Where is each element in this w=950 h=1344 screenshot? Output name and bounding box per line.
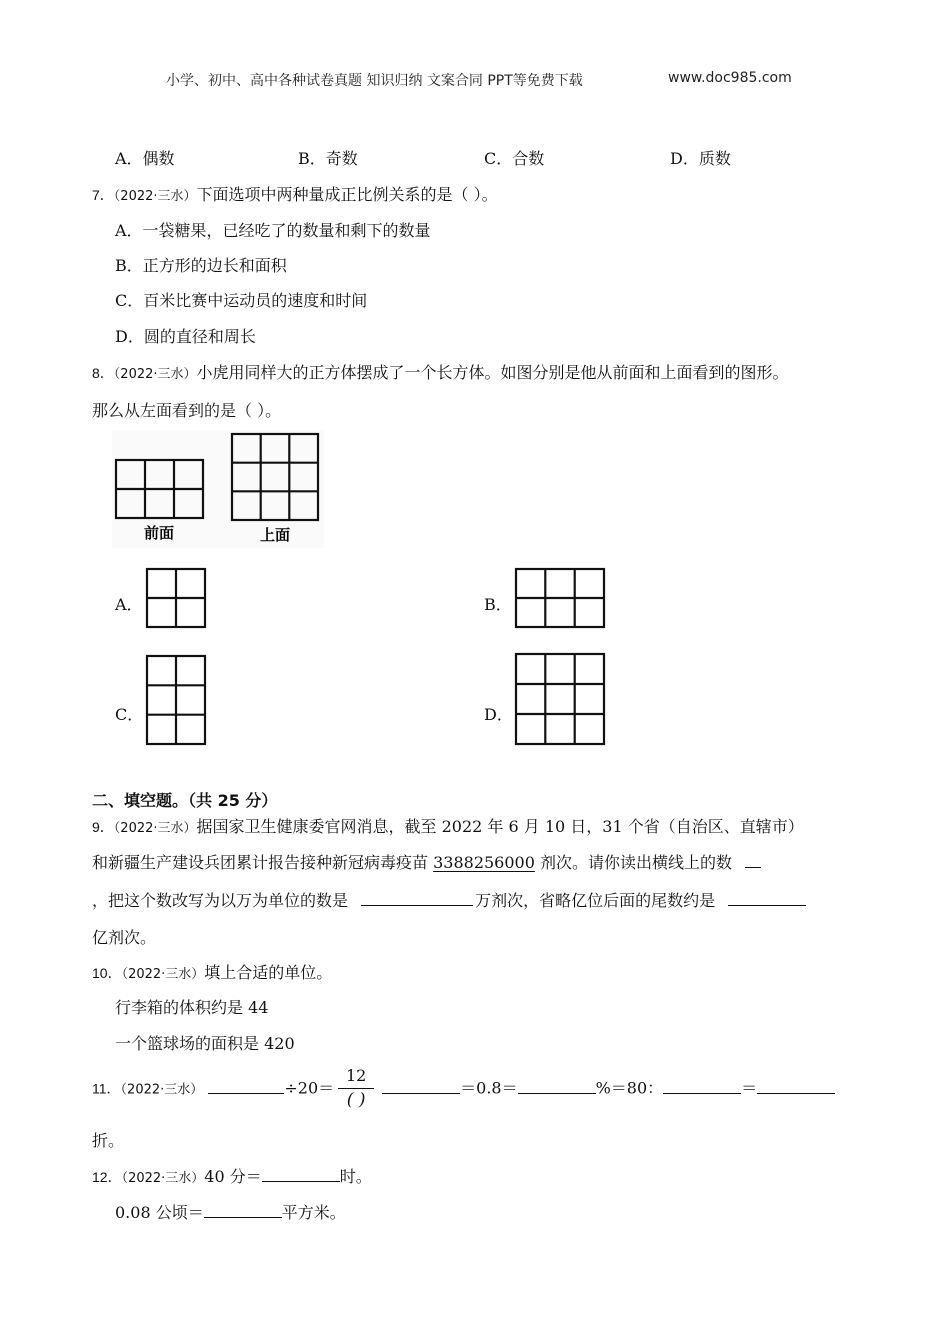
q11-blank-1[interactable]	[208, 1077, 284, 1094]
q8-text: 小虎用同样大的正方体摆成了一个长方体。如图分别是他从前面和上面看到的图形。	[196, 363, 789, 382]
front-view-label: 前面	[144, 524, 175, 542]
q12-blank-2[interactable]	[204, 1201, 282, 1218]
q6-option-d: D．质数	[670, 149, 731, 168]
q6-option-a: A．偶数	[115, 149, 175, 168]
q8-text2: 那么从左面看到的是（ ）。	[92, 401, 282, 420]
q7-line	[92, 182, 498, 205]
q12-text-pre: 40 分＝	[204, 1167, 262, 1186]
q9-text2-pre: 和新疆生产建设兵团累计报告接种新冠病毒疫苗	[92, 853, 434, 872]
q8-option-c-label: C．	[115, 705, 144, 724]
q9-underlined-number: 3388256000	[433, 853, 535, 872]
q12-blank-1[interactable]	[262, 1165, 340, 1182]
q11-eq3: ＝	[741, 1078, 758, 1098]
q9-blank-wan[interactable]	[361, 889, 473, 906]
header-text: 小学、初中、高中各种试卷真题 知识归纳 文案合同 PPT等免费下载	[166, 73, 583, 89]
q11-blank-3[interactable]	[518, 1077, 596, 1094]
q11-blank-5[interactable]	[757, 1077, 835, 1094]
q12-line2-post: 平方米。	[281, 1203, 346, 1222]
q11-blank-4[interactable]	[663, 1077, 741, 1094]
q11-pct: %＝80：	[595, 1078, 664, 1098]
q11-tail: 折。	[92, 1131, 125, 1150]
q11-eq2: ＝0.8＝	[460, 1078, 518, 1098]
q8-views-figure	[112, 430, 324, 548]
q7-option-a: A．一袋糖果，已经吃了的数量和剩下的数量	[115, 221, 431, 240]
q8-option-b-label: B．	[484, 595, 512, 614]
top-view-label: 上面	[260, 526, 291, 544]
q7-source: （2022·三水）	[113, 189, 197, 204]
q7-option-b: B．正方形的边长和面积	[115, 256, 287, 275]
q12-line2	[115, 1200, 346, 1223]
q9-line2	[92, 850, 761, 873]
q9-source: （2022·三水）	[113, 821, 197, 836]
q9-text1: 据国家卫生健康委官网消息，截至 2022 年 6 月 10 日，31 个省（自治区、直辖市）	[196, 817, 804, 836]
q8-option-d-label: D．	[484, 705, 513, 724]
q8-number: 8．	[92, 365, 114, 381]
q12-line2-pre: 0.08 公顷＝	[115, 1203, 204, 1222]
q9-number: 9．	[92, 819, 114, 835]
q9-text3-mid: 万剂次，省略亿位后面的尾数约是	[475, 891, 716, 910]
q10-source: （2022·三水）	[121, 967, 205, 982]
q9-text3-pre: ，把这个数改写为以万为单位的数是	[92, 891, 349, 910]
q12-number: 12．	[92, 1169, 122, 1185]
q9-blank-read[interactable]	[745, 851, 761, 868]
q11-fraction	[334, 1066, 378, 1112]
q11-frac-bar	[338, 1088, 374, 1089]
section-title: 二、填空题。（共 25 分）	[92, 791, 278, 810]
q6-option-c: C．合数	[484, 149, 545, 168]
q12-source: （2022·三水）	[121, 1171, 205, 1186]
q8-option-a-label: A．	[115, 595, 143, 614]
q8-option-a-figure[interactable]	[144, 566, 208, 630]
q6-option-b: B．奇数	[298, 149, 358, 168]
q9-line3	[92, 888, 806, 911]
q10-item-2: 一个篮球场的面积是 420	[115, 1034, 295, 1053]
q8-option-b-figure[interactable]	[513, 566, 607, 630]
q11-frac-numerator: 12	[345, 1066, 367, 1085]
q9-text4: 亿剂次。	[92, 928, 157, 947]
q11-source: （2022·三水）	[120, 1082, 204, 1098]
q11-number: 11．	[92, 1080, 121, 1097]
q7-option-c: C．百米比赛中运动员的速度和时间	[115, 291, 368, 310]
q9-line1	[92, 814, 804, 837]
q10-item-1: 行李箱的体积约是 44	[115, 998, 269, 1017]
q9-blank-yi[interactable]	[728, 889, 806, 906]
q10-text: 填上合适的单位。	[204, 963, 333, 982]
header-url[interactable]: www.doc985.com	[668, 70, 792, 86]
q12-text-post: 时。	[339, 1167, 372, 1186]
q12-line1	[92, 1164, 372, 1187]
q7-number: 7．	[92, 187, 114, 203]
q10-line	[92, 960, 332, 983]
q7-text: 下面选项中两种量成正比例关系的是（ ）。	[196, 185, 498, 204]
q11-frac-denominator: ( )	[346, 1090, 366, 1110]
q8-line	[92, 360, 789, 383]
q8-option-c-figure[interactable]	[144, 653, 208, 747]
q8-source: （2022·三水）	[113, 367, 197, 382]
q8-option-d-figure[interactable]	[513, 651, 607, 747]
q7-option-d: D．圆的直径和周长	[115, 327, 256, 346]
q10-number: 10．	[92, 965, 122, 981]
q9-text2-post: 剂次。请你读出横线上的数	[534, 853, 732, 872]
q11-div: ÷20＝	[284, 1078, 335, 1098]
q11-line	[92, 1066, 835, 1112]
q11-blank-2[interactable]	[382, 1077, 460, 1094]
